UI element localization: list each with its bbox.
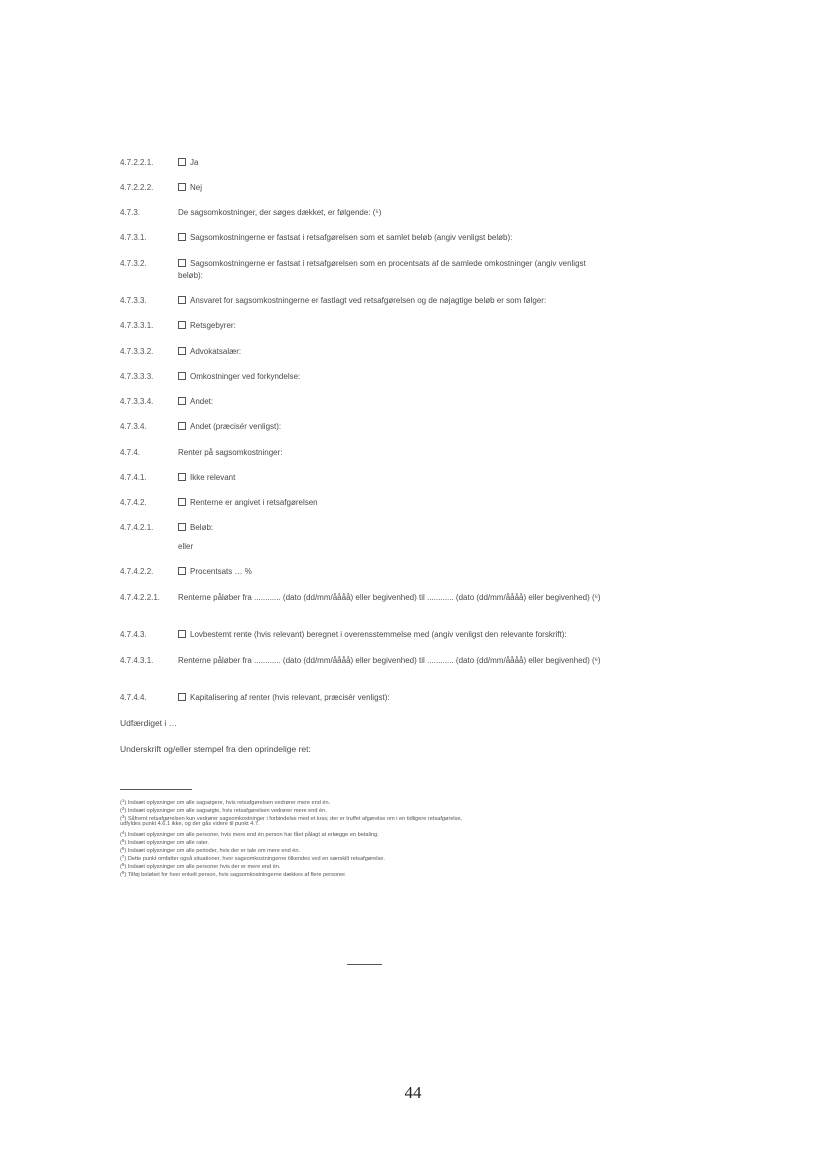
entry-number: 4.7.4.2. (120, 498, 147, 507)
checkbox-icon[interactable] (178, 372, 186, 380)
entry-text: Ansvaret for sagsomkostningerne er fastlagt ved retsafgørelsen og de nøjagtige beløb er som følger: (190, 296, 547, 305)
entry-text: Lovbestemt rente (hvis relevant) beregnet i overensstemmelse med (angiv venligst den relevante forskrift): (190, 630, 567, 639)
entry-number: 4.7.4.4. (120, 693, 147, 702)
issued-place: Udfærdiget i … (120, 718, 178, 728)
entry-number: 4.7.3.2. (120, 259, 147, 268)
checkbox-icon[interactable] (178, 233, 186, 241)
entry-text: Omkostninger ved forkyndelse: (190, 372, 301, 381)
entry-number: 4.7.3.3.3. (120, 372, 154, 381)
checkbox-icon[interactable] (178, 347, 186, 355)
entry-text: Retsgebyrer: (190, 321, 236, 330)
entry-number: 4.7.4. (120, 448, 141, 457)
footnote: ($^1$) Indsæt oplysninger om alle sagsøgere, hvis retsafgørelsen vedrører mere end én. (120, 798, 331, 806)
checkbox-icon[interactable] (178, 183, 186, 191)
entry-number: 4.7.4.3. (120, 630, 147, 639)
entry-number: 4.7.4.1. (120, 473, 147, 482)
page-number: 44 (404, 1083, 422, 1102)
checkbox-icon[interactable] (178, 422, 186, 430)
signature-line: Underskrift og/eller stempel fra den oprindelige ret: (120, 744, 311, 754)
entry-text: Ikke relevant (190, 473, 236, 482)
entry-text: eller (178, 542, 194, 551)
entry-text: Sagsomkostningerne er fastsat i retsafgørelsen som et samlet beløb (angiv venligst beløb): (190, 233, 513, 242)
entry-text: Beløb: (190, 523, 214, 532)
footnote: ($^9$) Tilføj beløbet for hver enkelt person, hvis sagsomkostningerne dækkes af flere personer. (120, 870, 347, 878)
checkbox-icon[interactable] (178, 693, 186, 701)
entry-number: 4.7.3. (120, 208, 141, 217)
entry-number: 4.7.3.1. (120, 233, 147, 242)
entry-text: Advokatsalær: (190, 347, 242, 356)
entry-number: 4.7.2.2.2. (120, 183, 154, 192)
checkbox-icon[interactable] (178, 473, 186, 481)
entry-text: Sagsomkostningerne er fastsat i retsafgørelsen som en procentsats af de samlede omkostninger (angiv venligst beløb): (178, 259, 586, 280)
entry-number: 4.7.3.3.2. (120, 347, 154, 356)
entry-text: Andet (præcisér venligst): (190, 422, 282, 431)
entry-text: Andet: (190, 397, 214, 406)
checkbox-icon[interactable] (178, 498, 186, 506)
footnote: ($^8$) Indsæt oplysninger om alle personer hvis der er mere end én. (120, 862, 281, 870)
checkbox-icon[interactable] (178, 296, 186, 304)
footnote-divider (120, 789, 192, 790)
entry-number: 4.7.3.3.1. (120, 321, 154, 330)
entry-number: 4.7.3.4. (120, 422, 147, 431)
entry-number: 4.7.3.3. (120, 296, 147, 305)
checkbox-icon[interactable] (178, 567, 186, 575)
entry-text: Renterne påløber fra ............ (dato (dd/mm/åååå) eller begivenhed) til ............ (dato (dd/mm/åååå) eller begivenhed) (⁶) (178, 593, 601, 602)
checkbox-icon[interactable] (178, 259, 186, 267)
checkbox-icon[interactable] (178, 158, 186, 166)
section-divider (347, 964, 382, 965)
entry-number: 4.7.4.2.1. (120, 523, 154, 532)
entry-text: Renterne påløber fra ............ (dato (dd/mm/åååå) eller begivenhed) til ............ (dato (dd/mm/åååå) eller begivenhed) (⁶) (178, 656, 601, 665)
footnote: ($^3$) Såfremt retsafgørelsen kun vedrører sagsomkostninger i forbindelse med et krav, der er truffet afgørelse om i en tidligere retsafgørelse, (120, 814, 463, 822)
footnote-continuation: udfyldes punkt 4.6.1 ikke, og der gås videre til punkt 4.7. (120, 821, 260, 827)
footnote: ($^4$) Indsæt oplysninger om alle personer, hvis mere end én person har fået pålagt at erlægge en betaling. (120, 830, 379, 838)
entry-text: Renter på sagsomkostninger: (178, 448, 283, 457)
footnote: ($^6$) Indsæt oplysninger om alle perioder, hvis der er tale om mere end én. (120, 846, 301, 854)
checkbox-icon[interactable] (178, 321, 186, 329)
entry-number: 4.7.4.2.2.1. (120, 593, 161, 602)
footnote: ($^2$) Indsæt oplysninger om alle sagsøgte, hvis retsafgørelsen vedrører mere end én. (120, 806, 327, 814)
entry-number: 4.7.4.3.1. (120, 656, 154, 665)
entry-text: Nej (190, 183, 203, 192)
entry-text: Kapitalisering af renter (hvis relevant, præcisér venligst): (190, 693, 390, 702)
checkbox-icon[interactable] (178, 523, 186, 531)
checkbox-icon[interactable] (178, 630, 186, 638)
checkbox-icon[interactable] (178, 397, 186, 405)
footnote: ($^7$) Dette punkt omfatter også situationer, hvor sagsomkostningerne tilkendes ved en særskilt retsafgørelse. (120, 854, 385, 862)
entry-text: Procentsats … % (190, 567, 252, 576)
entry-text: De sagsomkostninger, der søges dækket, er følgende: (⁵) (178, 208, 382, 217)
entry-number: 4.7.3.3.4. (120, 397, 154, 406)
entry-text: Ja (190, 158, 199, 167)
entry-number: 4.7.4.2.2. (120, 567, 154, 576)
entry-number: 4.7.2.2.1. (120, 158, 154, 167)
entry-text: Renterne er angivet i retsafgørelsen (190, 498, 318, 507)
footnote: ($^5$) Indsæt oplysninger om alle rater. (120, 838, 209, 846)
